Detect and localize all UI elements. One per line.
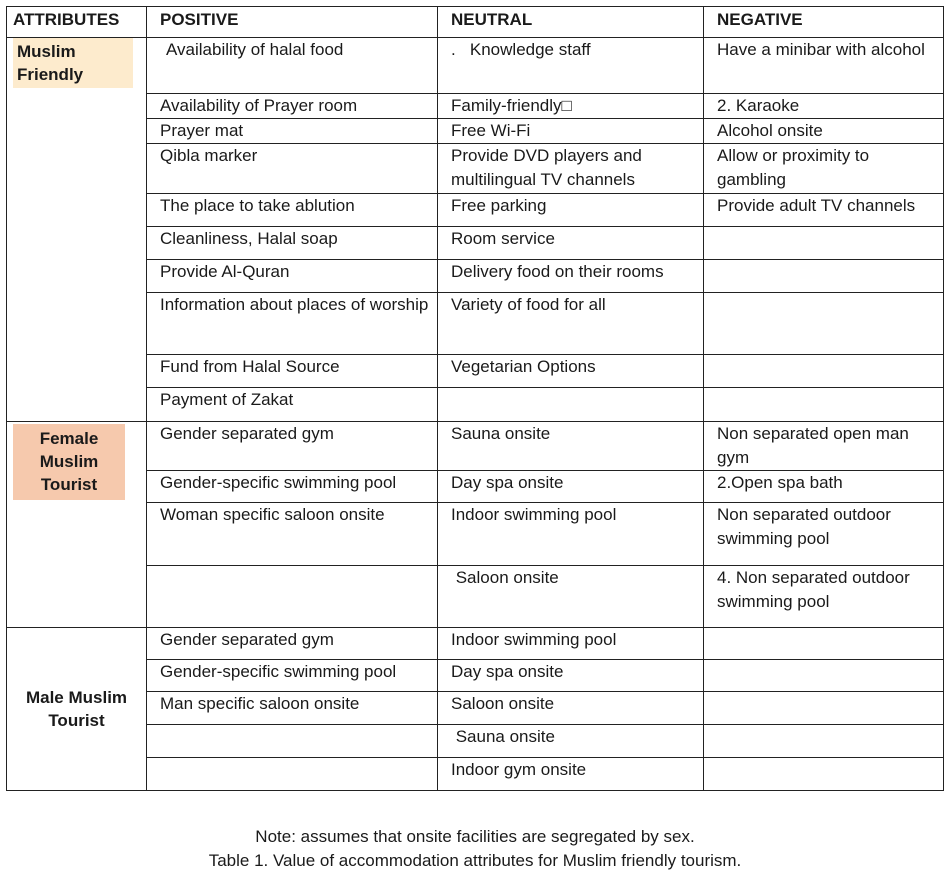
attributes-table bbox=[6, 6, 944, 791]
cell-neutral: Vegetarian Options bbox=[438, 355, 704, 388]
group-male-muslim-tourist bbox=[7, 628, 147, 791]
table-row bbox=[7, 660, 944, 692]
cell-negative: Allow or proximity to gambling bbox=[704, 144, 944, 194]
cell-positive bbox=[147, 758, 438, 791]
cell-negative bbox=[704, 692, 944, 725]
cell-positive: The place to take ablution bbox=[147, 194, 438, 227]
cell-positive: Gender-specific swimming pool bbox=[147, 471, 438, 503]
table-row bbox=[7, 692, 944, 725]
cell-positive: Qibla marker bbox=[147, 144, 438, 194]
group-label: Muslim Friendly bbox=[13, 38, 133, 88]
cell-neutral: Family-friendly□ bbox=[438, 94, 704, 119]
cell-neutral: Sauna onsite bbox=[438, 725, 704, 758]
cell-neutral: . Knowledge staff bbox=[438, 38, 704, 94]
cell-neutral: Sauna onsite bbox=[438, 422, 704, 471]
group-muslim-friendly bbox=[7, 38, 147, 422]
cell-negative bbox=[704, 725, 944, 758]
cell-positive: Woman specific saloon onsite bbox=[147, 503, 438, 566]
cell-negative: Alcohol onsite bbox=[704, 119, 944, 144]
table-caption: Table 1. Value of accommodation attributes for Muslim friendly tourism. bbox=[208, 851, 742, 870]
cell-neutral: Day spa onsite bbox=[438, 471, 704, 503]
cell-neutral: Free Wi-Fi bbox=[438, 119, 704, 144]
table-row bbox=[7, 471, 944, 503]
table-row bbox=[7, 355, 944, 388]
table-row bbox=[7, 422, 944, 471]
cell-neutral bbox=[438, 388, 704, 422]
cell-negative bbox=[704, 355, 944, 388]
cell-neutral: Room service bbox=[438, 227, 704, 260]
cell-negative: Non separated outdoor swimming pool bbox=[704, 503, 944, 566]
cell-positive: Gender-specific swimming pool bbox=[147, 660, 438, 692]
table-row bbox=[7, 119, 944, 144]
cell-positive: Payment of Zakat bbox=[147, 388, 438, 422]
cell-neutral: Variety of food for all bbox=[438, 293, 704, 355]
cell-negative bbox=[704, 758, 944, 791]
cell-positive: Gender separated gym bbox=[147, 422, 438, 471]
cell-positive: Man specific saloon onsite bbox=[147, 692, 438, 725]
header-row bbox=[7, 7, 944, 38]
cell-neutral: Provide DVD players and multilingual TV channels bbox=[438, 144, 704, 194]
table-row bbox=[7, 628, 944, 660]
cell-negative bbox=[704, 227, 944, 260]
cell-negative bbox=[704, 293, 944, 355]
cell-neutral: Indoor swimming pool bbox=[438, 503, 704, 566]
table-row bbox=[7, 293, 944, 355]
cell-positive: Information about places of worship bbox=[147, 293, 438, 355]
cell-positive: Availability of Prayer room bbox=[147, 94, 438, 119]
cell-negative: 2. Karaoke bbox=[704, 94, 944, 119]
table-row bbox=[7, 503, 944, 566]
table-row bbox=[7, 758, 944, 791]
cell-positive bbox=[147, 725, 438, 758]
table-row bbox=[7, 194, 944, 227]
table-row bbox=[7, 94, 944, 119]
cell-positive: Provide Al-Quran bbox=[147, 260, 438, 293]
table-row bbox=[7, 388, 944, 422]
table-row bbox=[7, 38, 944, 94]
cell-positive: Gender separated gym bbox=[147, 628, 438, 660]
header-attributes: ATTRIBUTES bbox=[7, 7, 147, 38]
table-row bbox=[7, 566, 944, 628]
cell-negative: Non separated open man gym bbox=[704, 422, 944, 471]
cell-neutral: Day spa onsite bbox=[438, 660, 704, 692]
table-row bbox=[7, 227, 944, 260]
cell-positive: Cleanliness, Halal soap bbox=[147, 227, 438, 260]
group-female-muslim-tourist bbox=[7, 422, 147, 628]
cell-neutral: Saloon onsite bbox=[438, 692, 704, 725]
cell-positive bbox=[147, 566, 438, 628]
cell-neutral: Delivery food on their rooms bbox=[438, 260, 704, 293]
cell-negative bbox=[704, 628, 944, 660]
cell-negative bbox=[704, 388, 944, 422]
group-label: Female Muslim Tourist bbox=[13, 424, 125, 500]
header-neutral: NEUTRAL bbox=[438, 7, 704, 38]
group-label: Male Muslim Tourist bbox=[25, 687, 128, 730]
cell-negative: Provide adult TV channels bbox=[704, 194, 944, 227]
cell-positive: Fund from Halal Source bbox=[147, 355, 438, 388]
cell-negative bbox=[704, 660, 944, 692]
cell-neutral: Free parking bbox=[438, 194, 704, 227]
table-row bbox=[7, 260, 944, 293]
header-positive: POSITIVE bbox=[147, 7, 438, 38]
table-row bbox=[7, 144, 944, 194]
table-note: Note: assumes that onsite facilities are segregated by sex. bbox=[255, 827, 695, 846]
cell-positive: Prayer mat bbox=[147, 119, 438, 144]
cell-positive: Availability of halal food bbox=[147, 38, 438, 94]
cell-neutral: Indoor swimming pool bbox=[438, 628, 704, 660]
cell-negative: Have a minibar with alcohol bbox=[704, 38, 944, 94]
cell-negative: 2.Open spa bath bbox=[704, 471, 944, 503]
header-negative: NEGATIVE bbox=[704, 7, 944, 38]
cell-negative: 4. Non separated outdoor swimming pool bbox=[704, 566, 944, 628]
cell-neutral: Indoor gym onsite bbox=[438, 758, 704, 791]
cell-neutral: Saloon onsite bbox=[438, 566, 704, 628]
table-row bbox=[7, 725, 944, 758]
cell-negative bbox=[704, 260, 944, 293]
